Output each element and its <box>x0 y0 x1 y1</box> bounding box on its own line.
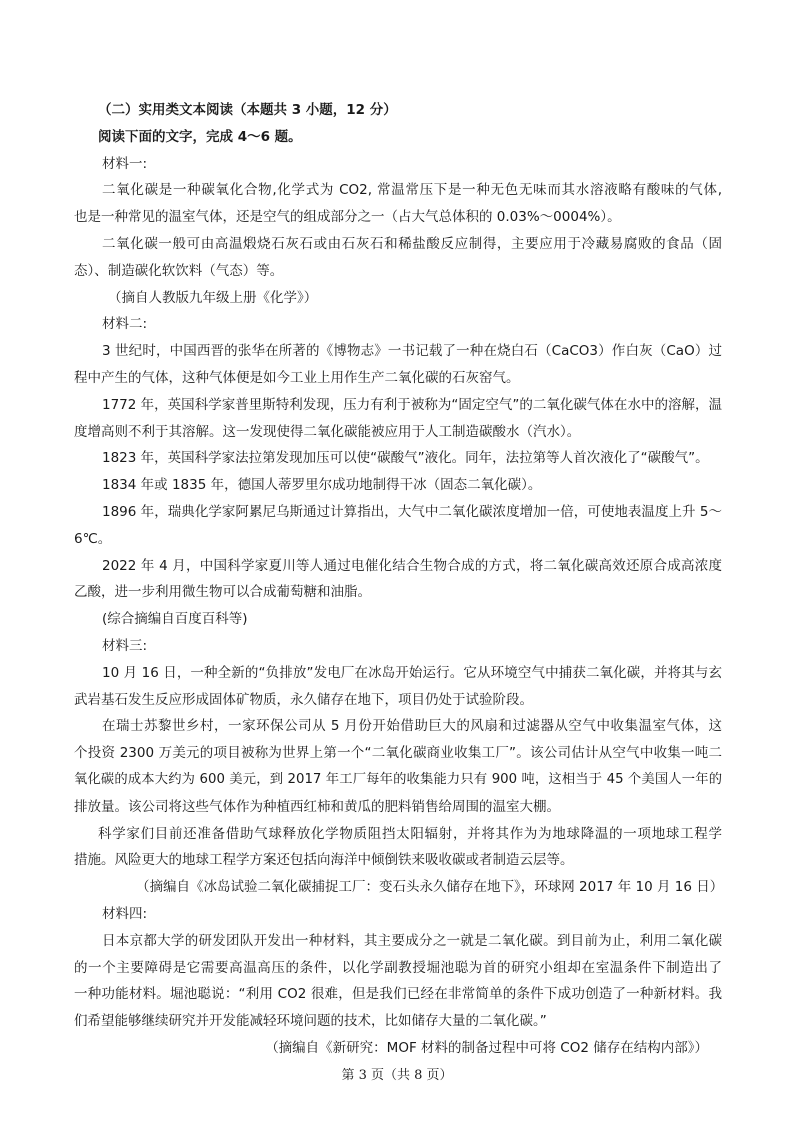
material-2-line: 度增高则不利于其溶解。这一发现使得二氧化碳能被应用于人工制造碳酸水（汽水）。 <box>74 423 581 440</box>
material-2-line: 1772 年，英国科学家普里斯特利发现，压力有利于被称为“固定空气”的二氧化碳气体在水中的溶解，温 <box>102 396 722 413</box>
material-3-source: （摘编自《冰岛试验二氧化碳捕捉工厂：变石头永久储存在地下》，环球网 2017 年 10 月 16 日） <box>136 879 724 896</box>
material-4-line: 一种功能材料。堀池聪说：“利用 CO2 很难，但是我们已经在非常简单的条件下成功创造了一种新材料。我 <box>74 986 722 1003</box>
material-3-line: 科学家们目前还准备借助气球释放化学物质阻挡太阳辐射，并将其作为为地球降温的一项地球工程学 <box>98 825 722 842</box>
material-2-line: 1834 年或 1835 年，德国人蒂罗里尔成功地制得干冰（固态二氧化碳）。 <box>102 477 542 494</box>
material-2-line: 乙酸，进一步利用微生物可以合成葡萄糖和油脂。 <box>74 584 371 601</box>
material-2-line: 程中产生的气体，这种气体便是如今工业上用作生产二氧化碳的石灰窑气。 <box>74 369 520 386</box>
material-3-line: 措施。风险更大的地球工程学方案还包括向海洋中倾倒铁来吸收碳或者制造云层等。 <box>74 852 574 869</box>
material-1-line: 也是一种常见的温室气体，还是空气的组成部分之一（占大气总体积的 0.03%～0004%）。 <box>74 209 621 226</box>
material-2-line: 1823 年，英国科学家法拉第发现加压可以使“碳酸气”液化。同年，法拉第等人首次液化了“碳酸气”。 <box>102 450 709 467</box>
section-heading: （二）实用类文本阅读（本题共 3 小题，12 分） <box>98 102 397 118</box>
material-1-line: 态）、制造碳化软饮料（气态）等。 <box>74 262 284 279</box>
material-3-line: 在瑞士苏黎世乡村，一家环保公司从 5 月份开始借助巨大的风扇和过滤器从空气中收集温室气体，这 <box>102 718 722 735</box>
material-3-line: 个投资 2300 万美元的项目被称为世界上第一个“二氧化碳商业收集工厂”。该公司估计从空气中收集一吨二 <box>74 745 722 762</box>
material-3-line: 排放量。该公司将这些气体作为种植西红柿和黄瓜的肥料销售给周围的温室大棚。 <box>74 798 560 815</box>
material-2-line: 3 世纪时，中国西晋的张华在所著的《博物志》一书记载了一种在烧白石（CaCO3）作白灰（CaO）过 <box>102 343 722 360</box>
material-3-line: 氧化碳的成本大约为 600 美元，到 2017 年工厂每年的收集能力只有 900 吨，这相当于 45 个美国人一年的 <box>74 771 722 787</box>
section-instruction: 阅读下面的文字，完成 4～6 题。 <box>98 128 302 145</box>
material-2-label: 材料二: <box>102 316 148 333</box>
material-4-source: （摘编自《新研究：MOF 材料的制备过程中可将 CO2 储存在结构内部》） <box>265 1039 708 1056</box>
material-1-line: 二氧化碳一般可由高温煅烧石灰石或由石灰石和稀盐酸反应制得，主要应用于冷藏易腐败的食品（固 <box>102 235 722 252</box>
material-1-source: （摘自人教版九年级上册《化学》） <box>108 289 318 306</box>
material-2-source: (综合摘编自百度百科等) <box>102 611 248 628</box>
material-4-line: 的一个主要障碍是它需要高温高压的条件，以化学副教授堀池聪为首的研究小组却在室温条件下制造出了 <box>74 959 722 976</box>
reading-section <box>74 97 722 1062</box>
material-2-line: 6℃。 <box>74 530 112 547</box>
material-4-line: 日本京都大学的研发团队开发出一种材料，其主要成分之一就是二氧化碳。到目前为止，利用二氧化碳 <box>102 932 722 949</box>
material-1-line: 二氧化碳是一种碳氧化合物,化学式为 CO2, 常温常压下是一种无色无味而其水溶液略有酸味的气体, <box>102 182 722 199</box>
material-4-line: 们希望能够继续研究并开发能减轻环境问题的技术，比如储存大量的二氧化碳。” <box>74 1013 547 1030</box>
page-number: 第 3 页（共 8 页） <box>341 1068 453 1083</box>
material-3-label: 材料三: <box>102 637 148 654</box>
material-4-label: 材料四: <box>102 905 148 922</box>
material-1-label: 材料一: <box>102 155 148 172</box>
material-3-line: 武岩基石发生反应形成固体矿物质，永久储存在地下，项目仍处于试验阶段。 <box>74 691 533 708</box>
material-2-line: 1896 年，瑞典化学家阿累尼乌斯通过计算指出，大气中二氧化碳浓度增加一倍，可使地表温度上升 5～ <box>102 503 722 520</box>
material-3-line: 10 月 16 日，一种全新的“负排放”发电厂在冰岛开始运行。它从环境空气中捕获二氧化碳，并将其与玄 <box>102 664 722 681</box>
material-2-line: 2022 年 4 月，中国科学家夏川等人通过电催化结合生物合成的方式，将二氧化碳高效还原合成高浓度 <box>102 557 722 574</box>
